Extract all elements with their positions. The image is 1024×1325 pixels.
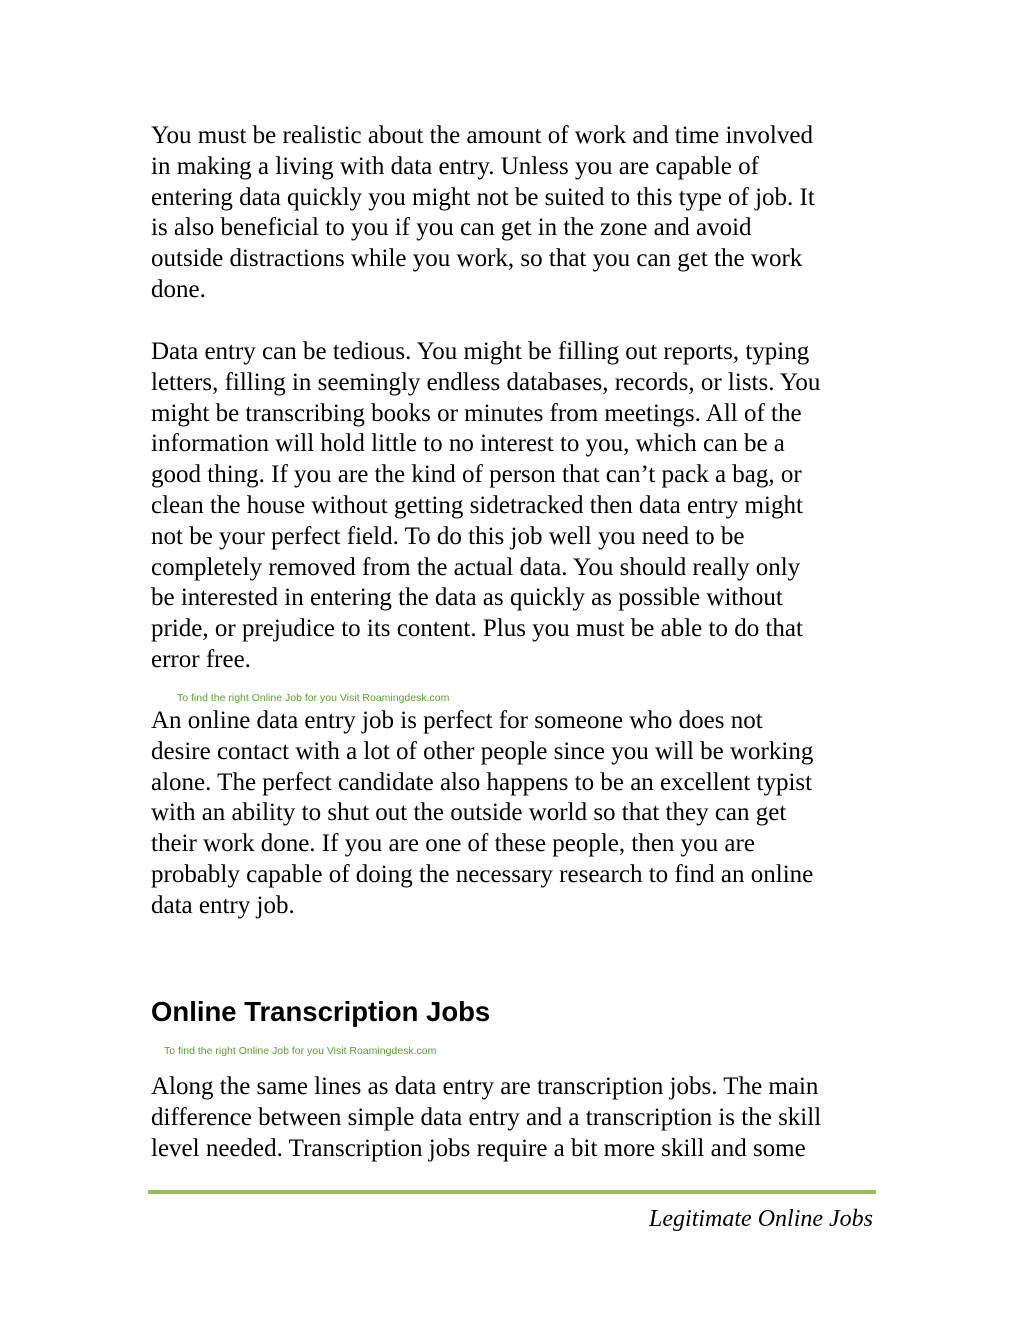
body-paragraph-tedious: Data entry can be tedious. You might be filling out reports, typing letters, filling in seemingly endless databases, records, or lists. You might be transcribing books or minutes from meetings. All of the information will hold little to no interest to you, which can be a good thing. If you are the kind of person that can’t pack a bag, or clean the house without getting sidetracked then data entry might not be your perfect field. To do this job well you need to be completely removed from the actual data. You should really only be interested in entering the data as quickly as possible without pride, or prejudice to its content. Plus you must be able to do that error free. bbox=[151, 338, 821, 673]
promo-link-roamingdesk[interactable]: To find the right Online Job for you Visit Roamingdesk.com bbox=[177, 692, 450, 704]
body-paragraph-transcription: Along the same lines as data entry are transcription jobs. The main difference between simple data entry and a transcription is the skill level needed. Transcription jobs require a bit more skill and some bbox=[151, 1073, 822, 1162]
body-paragraph-realistic: You must be realistic about the amount of work and time involved in making a living with data entry. Unless you are capable of entering data quickly you might not be suited to this type of job. It is also beneficial to you if you can get in the zone and avoid outside distractions while you work, so that you can get the work done. bbox=[151, 122, 815, 303]
promo-link-roamingdesk-2[interactable]: To find the right Online Job for you Visit Roamingdesk.com bbox=[164, 1045, 437, 1057]
body-paragraph-perfect-candidate: An online data entry job is perfect for someone who does not desire contact with a lot of other people since you will be working alone. The perfect candidate also happens to be an excellent typist with an ability to shut out the outside world so that they can get their work done. If you are one of these people, then you are probably capable of doing the necessary research to find an online data entry job. bbox=[151, 707, 814, 919]
footer-title: Legitimate Online Jobs bbox=[649, 1206, 873, 1232]
footer-divider bbox=[148, 1190, 876, 1194]
section-heading: Online Transcription Jobs bbox=[151, 996, 491, 1027]
